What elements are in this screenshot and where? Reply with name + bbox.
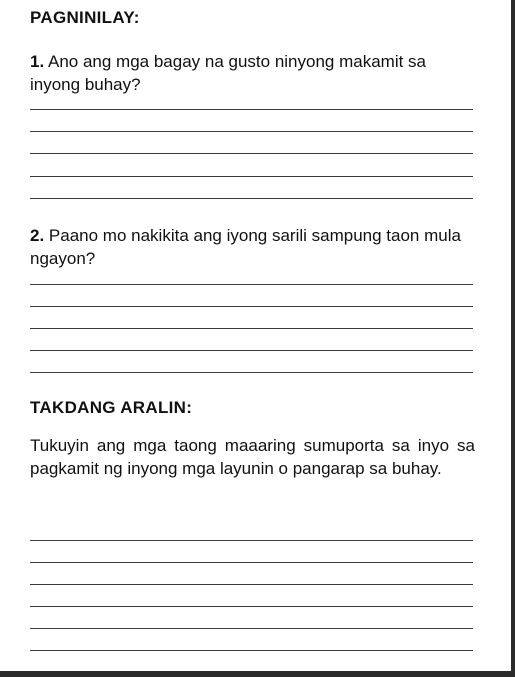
answer-line-q1-5[interactable] (30, 198, 473, 199)
takdang-aralin-instruction: Tukuyin ang mga taong maaaring sumuporta sa inyo sa pagkamit ng inyong mga layunin o pangarap sa buhay. (30, 436, 475, 478)
answer-line-ta-5[interactable] (30, 628, 473, 629)
question-1-text: Ano ang mga bagay na gusto ninyong makamit sa inyong buhay? (30, 52, 427, 94)
answer-line-q2-1[interactable] (30, 284, 473, 285)
answer-line-q1-2[interactable] (30, 131, 473, 132)
answer-line-q1-1[interactable] (30, 109, 473, 110)
question-1 (30, 50, 470, 96)
question-1-number: 1. (30, 52, 45, 71)
answer-line-ta-1[interactable] (30, 540, 473, 541)
question-2-number: 2. (30, 226, 45, 245)
answer-line-q1-4[interactable] (30, 176, 473, 177)
answer-line-q2-5[interactable] (30, 372, 473, 373)
answer-line-ta-4[interactable] (30, 606, 473, 607)
question-2 (30, 224, 470, 270)
answer-line-q2-3[interactable] (30, 328, 473, 329)
takdang-aralin-heading: TAKDANG ARALIN: (30, 398, 193, 417)
answer-line-q2-2[interactable] (30, 306, 473, 307)
answer-line-ta-3[interactable] (30, 584, 473, 585)
answer-line-ta-6[interactable] (30, 650, 473, 651)
pagninilay-heading: PAGNINILAY: (30, 8, 140, 27)
question-2-text: Paano mo nakikita ang iyong sarili sampung taon mula ngayon? (30, 226, 461, 268)
answer-line-ta-2[interactable] (30, 562, 473, 563)
answer-line-q2-4[interactable] (30, 350, 473, 351)
answer-line-q1-3[interactable] (30, 153, 473, 154)
